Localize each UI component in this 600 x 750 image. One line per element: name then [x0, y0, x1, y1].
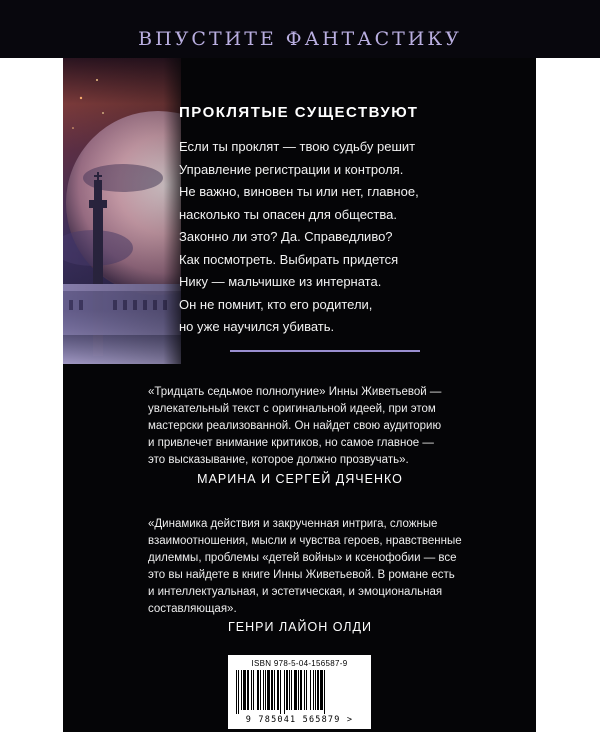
barcode-bar	[310, 670, 311, 710]
barcode-bar	[304, 670, 305, 710]
quote-line: мастерски реализованной. Он найдет свою аудиторию	[148, 420, 442, 432]
barcode-bar	[267, 670, 270, 710]
cover-art-fragment	[63, 58, 181, 364]
quote-line: и интеллектуальная, и эстетическая, и эмоциональная	[148, 586, 443, 598]
blurb-line: Управление регистрации и контроля.	[179, 161, 404, 177]
barcode-bar	[291, 670, 292, 710]
barcode-bar	[241, 670, 242, 710]
barcode-bar	[320, 670, 323, 710]
blurb-line: Нику — мальчишке из интерната.	[179, 274, 382, 289]
barcode-bar	[265, 670, 266, 710]
barcode-box	[228, 655, 371, 729]
barcode-icon	[236, 670, 363, 714]
barcode-bar	[271, 670, 273, 710]
barcode-bar	[284, 670, 285, 714]
quote-line: составляющая».	[148, 603, 237, 615]
blurb-line: насколько ты опасен для общества.	[179, 206, 397, 222]
barcode-bar	[274, 670, 275, 710]
barcode-bar	[238, 670, 239, 714]
barcode-bar	[315, 670, 316, 710]
barcode-bar	[243, 670, 246, 710]
edge-fade	[63, 58, 181, 364]
quote-line: и привлечет внимание критиков, но самое главное —	[148, 437, 434, 449]
quote-1-author: МАРИНА И СЕРГЕЙ ДЯЧЕНКО	[197, 472, 403, 486]
blurb-line: Если ты проклят — твою судьбу решит	[179, 139, 416, 154]
quote-line: «Динамика действия и закрученная интрига, сложные	[148, 518, 438, 530]
quote-line: это высказывание, которое должно прозвучать».	[148, 454, 409, 466]
review-quote-1	[148, 384, 468, 469]
barcode-bar	[313, 670, 314, 710]
quote-line: «Тридцать седьмое полнолуние» Инны Живетьевой —	[148, 386, 442, 398]
barcode-bar	[236, 670, 237, 714]
barcode-bar	[251, 670, 252, 710]
barcode-bar	[306, 670, 307, 710]
barcode-bar	[257, 670, 259, 710]
blurb-line: Не важно, виновен ты или нет, главное,	[179, 184, 419, 199]
barcode-bar	[286, 670, 288, 710]
barcode-bar	[324, 670, 325, 714]
barcode-bar	[260, 670, 261, 710]
blurb-line: Он не помнит, кто его родители,	[179, 296, 373, 312]
quote-line: взаимоотношения, мысли и чувства героев, нравственные	[148, 535, 462, 547]
quote-line: это вы найдете в книге Инны Живетьевой. В романе есть	[148, 569, 455, 581]
barcode-bar	[298, 670, 299, 710]
series-title: ВПУСТИТЕ ФАНТАСТИКУ	[138, 28, 462, 50]
quote-line: увлекательный текст с оригинальной идеей, при этом	[148, 403, 436, 415]
barcode-bar	[280, 670, 281, 714]
isbn-number: ISBN 978-5-04-156587-9	[251, 659, 348, 668]
barcode-bar	[277, 670, 279, 710]
barcode-bar	[300, 670, 302, 710]
barcode-bar	[263, 670, 264, 710]
blurb-line: Как посмотреть. Выбирать придется	[179, 251, 399, 267]
divider	[230, 350, 420, 352]
barcode-bar	[253, 670, 254, 710]
barcode-bar	[317, 670, 319, 710]
quote-2-author: ГЕНРИ ЛАЙОН ОЛДИ	[228, 620, 372, 634]
barcode-digits: 9 785041 565879 >	[245, 715, 354, 725]
quote-line: дилеммы, проблемы «детей войны» и ксенофобии — все	[148, 552, 457, 564]
barcode-bar	[247, 670, 249, 710]
blurb-text	[179, 136, 419, 339]
review-quote-2	[148, 516, 468, 618]
barcode-bar	[289, 670, 290, 710]
moon-column-illustration	[63, 58, 181, 364]
barcode-bar	[294, 670, 297, 710]
blurb-heading: ПРОКЛЯТЫЕ СУЩЕСТВУЮТ	[179, 104, 419, 121]
blurb-line: Законно ли это? Да. Справедливо?	[179, 229, 393, 244]
blurb-line: но уже научился убивать.	[179, 319, 335, 334]
